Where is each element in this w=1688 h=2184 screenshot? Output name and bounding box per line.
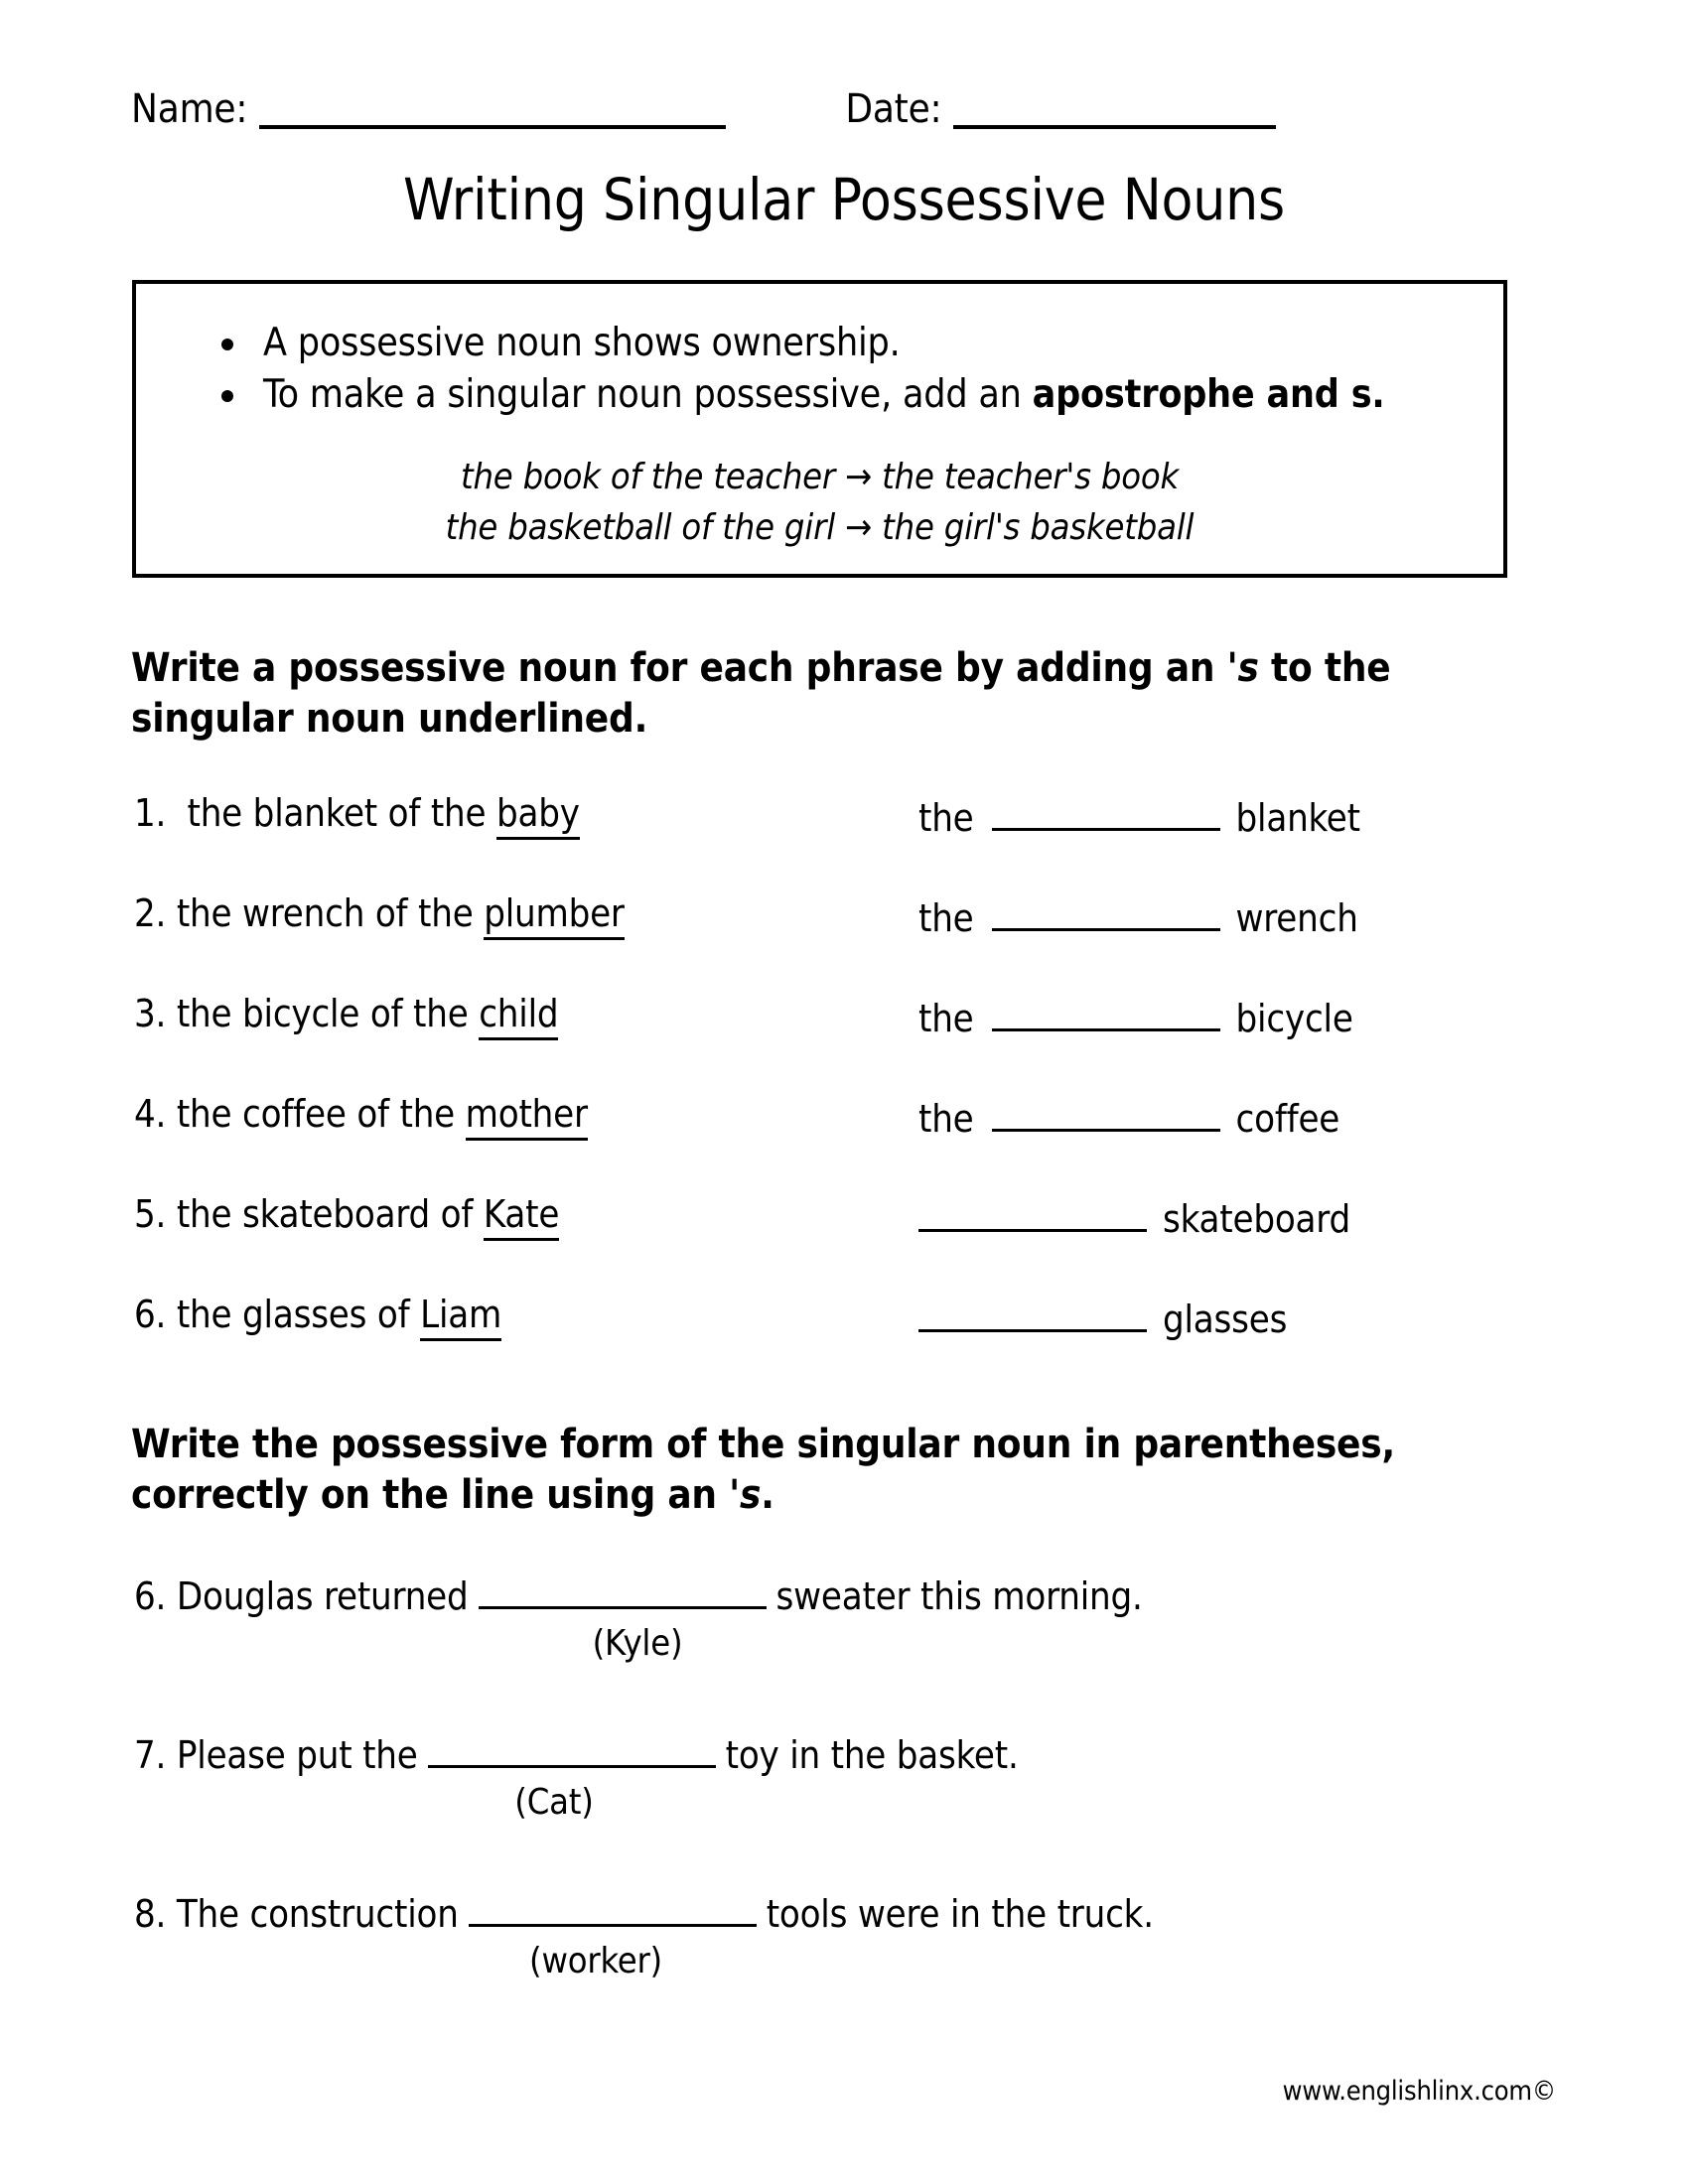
section1-instruction-part1: Write a possessive noun for each phrase by adding an [131,645,1227,691]
item-6-text: the glasses of [176,1293,421,1336]
section2-instruction-italic: 's [729,1472,762,1519]
item-5-phrase [134,1192,560,1236]
item-6-underlined-noun: Liam [420,1293,501,1341]
item-4-blank[interactable] [992,1095,1220,1132]
item-5-blank[interactable] [918,1195,1147,1232]
item-s2-3-paren-hint: (worker) [529,1941,662,1981]
list-item [134,1888,1564,2047]
item-s2-3-before: The construction [176,1892,459,1936]
item-s2-1-number: 6. [134,1574,167,1618]
item-s2-1-paren-hint: (Kyle) [592,1623,683,1664]
item-6-blank[interactable] [918,1296,1147,1332]
name-blank-line[interactable] [259,87,726,129]
list-item [134,1729,1564,1888]
item-s2-3-after: tools were in the truck. [766,1892,1154,1936]
item-3-answer [918,995,1353,1040]
item-4-phrase [134,1092,588,1136]
list-item [134,1570,1564,1729]
item-s2-1-line [134,1570,1564,1618]
date-blank-line[interactable] [953,87,1276,129]
section2-instruction-part2: . [761,1472,774,1519]
section2-instruction-part1: Write the possessive form of the singular noun in parentheses, correctly on the line using an [131,1422,1395,1519]
section1-instruction [131,643,1521,745]
item-4-article: the [918,1097,974,1141]
item-1-article: the [918,796,974,840]
item-6-noun: glasses [1163,1297,1288,1341]
list-item [134,891,1524,995]
name-label: Name: [131,86,248,132]
item-2-article: the [918,896,974,940]
item-4-number: 4. [134,1092,167,1136]
item-4-text: the coffee of the [176,1092,466,1136]
item-6-answer [918,1296,1288,1341]
item-s2-3-line [134,1888,1564,1936]
section1-instruction-part2: to the singular noun underlined. [131,645,1391,743]
rule-example-1: the book of the teacher → the teacher's book [460,456,1180,497]
footer-watermark: www.englishlinx.com© [1282,2076,1556,2107]
item-2-phrase [134,891,625,935]
rules-box [132,280,1507,578]
rules-bullet-list [136,284,1503,422]
item-1-underlined-noun: baby [496,791,580,840]
page-title: Writing Singular Possessive Nouns [403,166,1285,233]
item-s2-2-before: Please put the [176,1733,418,1777]
list-item [134,992,1524,1095]
item-s2-2-line [134,1729,1564,1777]
section1-items [134,791,1524,1396]
list-item [134,1092,1524,1195]
item-5-answer [918,1195,1350,1241]
item-5-noun: skateboard [1163,1197,1350,1241]
section2-instruction [131,1420,1521,1521]
item-s2-3-number: 8. [134,1892,167,1936]
item-2-noun: wrench [1235,896,1358,940]
item-3-phrase [134,992,559,1035]
item-s2-1-blank[interactable] [479,1570,767,1609]
name-date-row [131,86,1541,132]
item-s2-2-paren-hint: (Cat) [514,1782,594,1823]
list-item [134,1293,1524,1396]
item-4-underlined-noun: mother [466,1092,588,1141]
item-s2-1-before: Douglas returned [176,1574,469,1618]
item-2-answer [918,894,1358,940]
rule-bullet-1-text: A possessive noun shows ownership. [263,321,901,365]
item-1-answer [918,794,1360,840]
item-1-phrase [134,791,580,835]
list-item [134,791,1524,894]
rule-bullet-2-bold: apostrophe and s. [1032,372,1385,418]
item-4-noun: coffee [1235,1097,1340,1141]
item-s2-1-after: sweater this morning. [775,1574,1143,1618]
item-3-noun: bicycle [1235,997,1353,1040]
item-6-number: 6. [134,1293,167,1336]
item-2-text: the wrench of the [176,891,485,935]
rule-bullet-1 [208,318,1503,369]
item-5-number: 5. [134,1192,167,1236]
date-label: Date: [845,86,942,132]
item-1-blank[interactable] [992,794,1220,831]
item-3-text: the bicycle of the [176,992,480,1035]
item-3-article: the [918,997,974,1040]
item-1-noun: blanket [1235,796,1360,840]
item-2-blank[interactable] [992,894,1220,931]
item-s2-2-blank[interactable] [428,1729,716,1768]
rule-examples [136,452,1503,553]
item-5-underlined-noun: Kate [484,1192,559,1241]
item-1-number: 1. [134,791,167,835]
item-6-phrase [134,1293,502,1336]
item-5-text: the skateboard of [176,1192,484,1236]
item-2-number: 2. [134,891,167,935]
rule-bullet-2-text: To make a singular noun possessive, add an [263,372,1033,418]
item-s2-3-blank[interactable] [469,1888,757,1927]
rule-bullet-2 [208,369,1503,421]
item-3-blank[interactable] [992,995,1220,1031]
rule-example-2: the basketball of the girl → the girl's basketball [445,506,1195,548]
section2-items [134,1570,1564,2047]
item-3-underlined-noun: child [479,992,558,1040]
item-s2-2-after: toy in the basket. [725,1733,1019,1777]
item-s2-2-number: 7. [134,1733,167,1777]
item-4-answer [918,1095,1340,1141]
item-2-underlined-noun: plumber [484,891,625,940]
list-item [134,1192,1524,1296]
section1-instruction-italic: 's [1226,645,1259,691]
item-3-number: 3. [134,992,167,1035]
item-1-text: the blanket of the [187,791,496,835]
